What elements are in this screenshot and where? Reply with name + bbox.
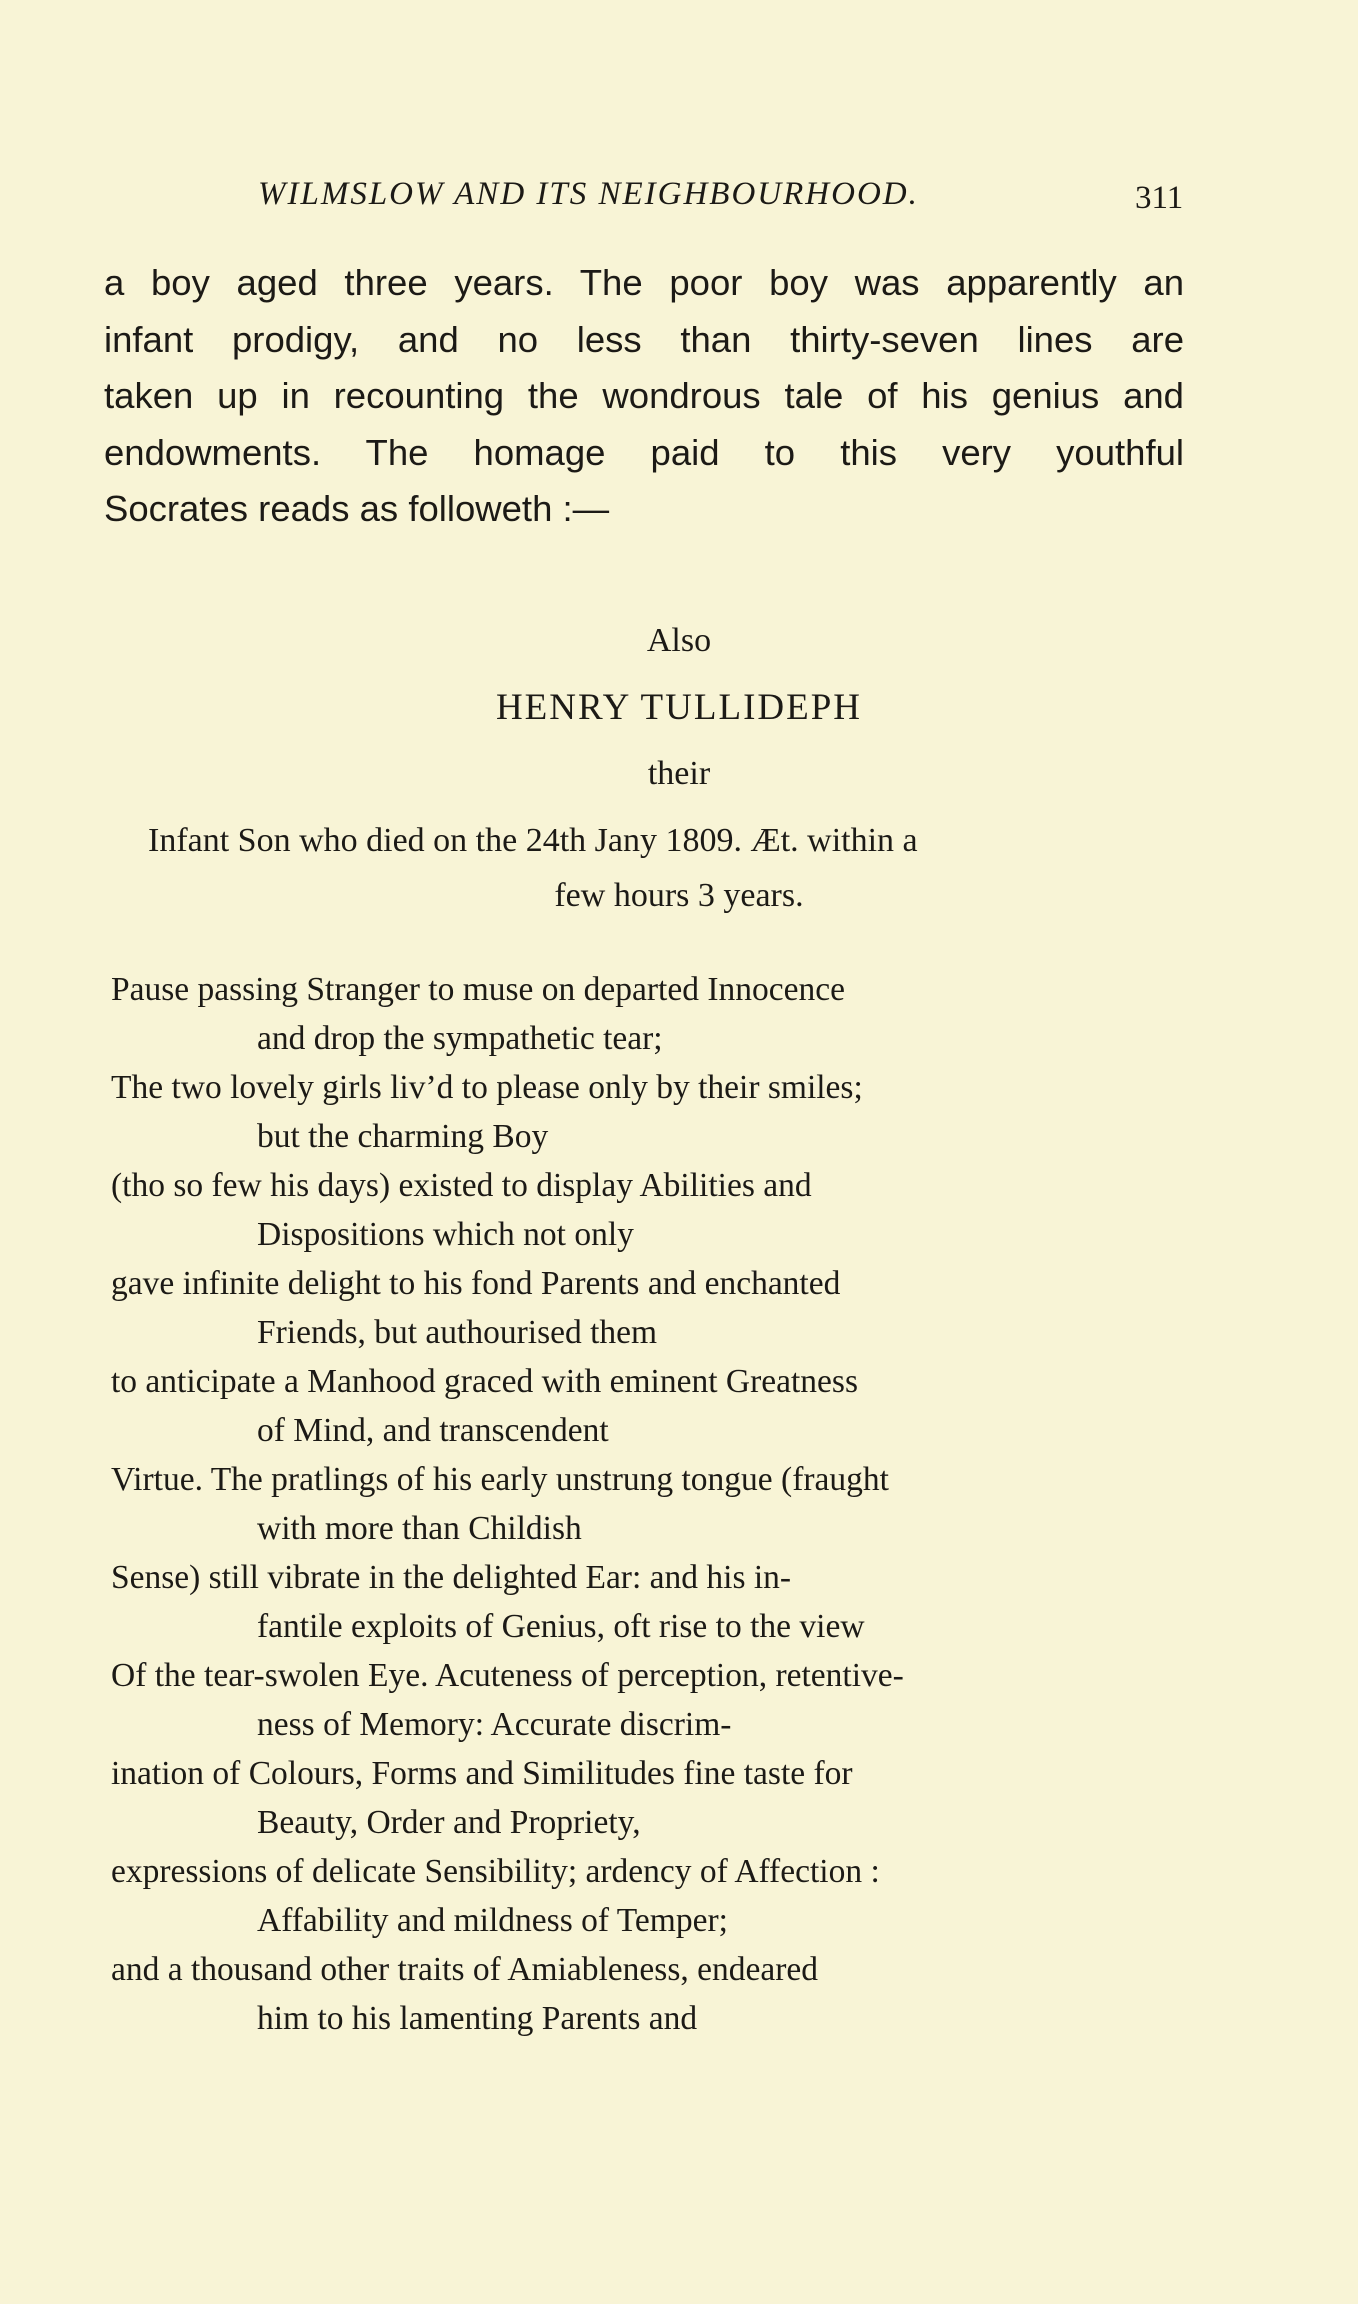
verse-line: him to his lamenting Parents and	[257, 2000, 698, 2037]
verse-line: expressions of delicate Sensibility; ardency of Affection :	[111, 1853, 880, 1890]
verse-line: ness of Memory: Accurate discrim-	[257, 1706, 732, 1743]
verse-line: Virtue. The pratlings of his early unstrung tongue (fraught	[111, 1461, 889, 1498]
epitaph-also: Also	[646, 622, 712, 659]
page-number: 311	[1135, 180, 1184, 216]
verse-line: gave infinite delight to his fond Parents and enchanted	[111, 1265, 841, 1302]
intro-line: Socrates reads as followeth :—	[104, 488, 610, 529]
intro-line: infant prodigy, and no less than thirty-seven lines are	[104, 318, 1184, 360]
verse-line: ination of Colours, Forms and Similitudes fine taste for	[111, 1755, 853, 1792]
verse-line: Dispositions which not only	[257, 1216, 634, 1253]
running-title: WILMSLOW AND ITS NEIGHBOURHOOD.	[258, 176, 919, 212]
epitaph-infant-line: Infant Son who died on the 24th Jany 1809. Æt. within a	[148, 822, 918, 859]
verse-line: of Mind, and transcendent	[257, 1412, 609, 1449]
verse-line: The two lovely girls liv’d to please only by their smiles;	[111, 1069, 863, 1106]
verse-line: Friends, but authourised them	[257, 1314, 658, 1351]
verse-line: Beauty, Order and Propriety,	[257, 1804, 641, 1841]
verse-line: to anticipate a Manhood graced with eminent Greatness	[111, 1363, 858, 1400]
epitaph-name: HENRY TULLIDEPH	[495, 687, 863, 728]
verse-line: with more than Childish	[257, 1510, 582, 1547]
intro-line: taken up in recounting the wondrous tale of his genius and	[104, 375, 1184, 416]
verse-line: but the charming Boy	[257, 1118, 549, 1155]
verse-line: Affability and mildness of Temper;	[257, 1902, 728, 1939]
verse-line: Sense) still vibrate in the delighted Ear: and his in-	[111, 1559, 792, 1596]
verse-line: fantile exploits of Genius, oft rise to the view	[257, 1608, 865, 1645]
intro-line: a boy aged three years. The poor boy was apparently an	[104, 262, 1184, 303]
epitaph-verse	[111, 965, 1191, 2043]
intro-line: endowments. The homage paid to this very youthful	[104, 431, 1184, 473]
verse-line: Pause passing Stranger to muse on departed Innocence	[111, 971, 845, 1008]
intro-paragraph	[104, 255, 1184, 538]
verse-line: and drop the sympathetic tear;	[257, 1020, 663, 1057]
verse-line: (tho so few his days) existed to display Abilities and	[111, 1167, 812, 1204]
verse-line: and a thousand other traits of Amiableness, endeared	[111, 1951, 819, 1988]
epitaph-age-line: few hours 3 years.	[554, 877, 804, 914]
verse-line: Of the tear-swolen Eye. Acuteness of perception, retentive-	[111, 1657, 904, 1694]
epitaph-their: their	[647, 755, 711, 792]
